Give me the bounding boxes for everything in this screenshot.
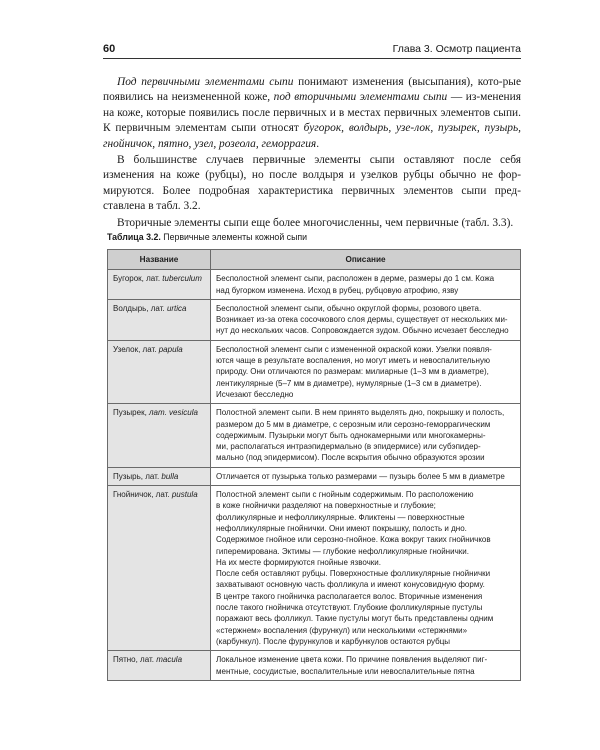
text-span: — из-менения на коже, которые появились после первичных и в местах первичных элементов сыпи. К первичным элементам сыпи относят	[103, 91, 521, 135]
page-number: 60	[103, 43, 116, 55]
element-description	[211, 651, 521, 681]
header-name: Название	[108, 250, 211, 270]
description-line: размером до 5 мм в диаметре, с серозным или серозно-геморрагическим	[216, 419, 491, 429]
description-line: поражают весь фолликул. Такие пустулы могут быть представлены одним	[216, 614, 494, 624]
element-name	[108, 486, 211, 651]
element-latin-name: tuberculum	[162, 274, 202, 284]
table-row	[108, 486, 521, 651]
description-line: ются чаще в результате воспаления, но могут иметь и невоспалительную	[216, 356, 490, 366]
description-line: Бесполостной элемент сыпи с измененной окраской кожи. Узелки появля-	[216, 344, 492, 354]
description-line: лентикулярные (5–7 мм в диаметре), нумулярные (1–3 см в диаметре).	[216, 378, 482, 388]
description-line: На их месте формируются гнойные язвочки.	[216, 557, 381, 567]
description-line: «стержнем» воспаления (фурункул) или несколькими «стержнями»	[216, 625, 468, 635]
element-description	[211, 404, 521, 467]
description-line: содержимым. Пузырьки могут быть однокамерными или многокамерны-	[216, 430, 486, 440]
element-latin-name: bulla	[161, 471, 179, 481]
description-line: фолликулярные и нефолликулярные. Фликтены — поверхностные	[216, 512, 465, 522]
description-line: Исчезают бесследно	[216, 389, 294, 399]
description-line: Локальное изменение цвета кожи. По причине появления выделяют пиг-	[216, 655, 488, 665]
description-line: В центре такого гнойничка располагается волос. Вторичные изменения	[216, 591, 483, 601]
table-row	[108, 467, 521, 485]
element-description	[211, 299, 521, 340]
table-caption-text: Первичные элементы кожной сыпи	[160, 232, 308, 242]
description-line: Полостной элемент сыпи с гнойным содержимым. По расположению	[216, 490, 474, 500]
description-line: После себя оставляют рубцы. Поверхностные фолликулярные гнойнички	[216, 569, 491, 579]
description-line: Возникает из-за отека сосочкового слоя дермы, существует от нескольких ми-	[216, 315, 508, 325]
description-line: Содержимое гнойное или серозно-гнойное. Кожа вокруг таких гнойничков	[216, 535, 491, 545]
text-span: .	[316, 137, 320, 150]
element-latin-name: papula	[158, 344, 183, 354]
description-line: в коже гнойнички разделяют на поверхностные и глубокие;	[216, 501, 436, 511]
element-name	[108, 467, 211, 485]
element-name-text: Пузырь, лат.	[113, 471, 160, 481]
description-line: природу. Они отличаются по размерам: милиарные (1–3 мм в диаметре),	[216, 367, 489, 377]
body-text	[103, 75, 521, 231]
element-name-text: Гнойничок, лат.	[113, 490, 170, 500]
primary-rash-table	[107, 249, 521, 681]
description-line: (карбункул). После фурункулов и карбункулов остаются рубцы	[216, 636, 451, 646]
description-line: ми, располагаться интраэпидермально (в эпидермисе) или субэпидер-	[216, 442, 481, 452]
table-row	[108, 299, 521, 340]
element-name-text: Пятно, лат.	[113, 655, 154, 665]
paragraph-2: В большинстве случаев первичные элементы сыпи оставляют после себя изменения на коже (рубцы), но после волдыря и узелков рубцы обычно не фор-мируются. Более подробная характеристика первичных элементов сыпи пред-ставлена в табл. 3.2.	[103, 154, 521, 213]
element-description	[211, 467, 521, 485]
text-span: понимают изменения (высыпания), кото-рые появились на неизмененной коже,	[103, 76, 521, 104]
description-line: захватывают основную часть фолликула и имеют конусовидную форму.	[216, 580, 485, 590]
element-name-text: Пузырек,	[113, 408, 147, 418]
description-line: Отличается от пузырька только размерами — пузырь более 5 мм в диаметре	[216, 471, 505, 481]
element-latin-name: macula	[156, 655, 183, 665]
element-name-text: Узелок, лат.	[113, 344, 157, 354]
table-row	[108, 651, 521, 681]
table-row	[108, 404, 521, 467]
table-caption-label: Таблица 3.2.	[107, 232, 161, 242]
table-header-row	[108, 250, 521, 270]
table-caption	[107, 232, 521, 242]
description-line: Бесполостной элемент сыпи, расположен в дерме, размеры до 1 см. Кожа	[216, 274, 495, 284]
element-name	[108, 404, 211, 467]
primary-elements-list: бугорок, волдырь, узе-лок, пузырек, пузырь, гнойничок, пятно, узел, розеола, геморрагия	[103, 122, 522, 150]
element-latin-name: urtica	[166, 303, 187, 313]
term-primary: Под первичными элементами сыпи	[117, 76, 294, 88]
chapter-title: Глава 3. Осмотр пациента	[392, 43, 521, 55]
element-name	[108, 270, 211, 300]
description-line: мально (под эпидермисом). После вскрытия обычно образуются эрозии	[216, 453, 485, 463]
element-name-text: Волдырь, лат.	[113, 303, 165, 313]
description-line: нефолликулярные гнойнички. Они имеют покрышку, полость и дно.	[216, 523, 467, 533]
element-description	[211, 270, 521, 300]
running-header	[103, 38, 521, 59]
term-secondary: под вторичными элементами сыпи	[273, 91, 448, 104]
description-line: над бугорком изменена. Исход в рубец, рубцовую атрофию, язву	[216, 285, 459, 295]
element-description	[211, 486, 521, 651]
paragraph-3: Вторичные элементы сыпи еще более многочисленны, чем первичные (табл. 3.3).	[117, 216, 514, 229]
element-name	[108, 299, 211, 340]
element-latin-name: pustula	[171, 490, 198, 500]
paragraph-1	[103, 75, 521, 152]
description-line: гиперемирована. Эктимы — глубокие нефолликулярные гнойнички.	[216, 546, 469, 556]
element-description	[211, 340, 521, 403]
description-line: после такого гнойничка отсутствуют. Глубокие фолликулярные пустулы	[216, 603, 483, 613]
element-latin-name: лат. vesicula	[149, 408, 198, 418]
table-row	[108, 340, 521, 403]
description-line: нут до нескольких часов. Сопровождается зудом. Обычно исчезает бесследно	[216, 326, 509, 336]
description-line: Бесполостной элемент сыпи, обычно округлой формы, розового цвета.	[216, 303, 482, 313]
description-line: Полостной элемент сыпи. В нем принято выделять дно, покрышку и полость,	[216, 408, 505, 418]
element-name-text: Бугорок, лат.	[113, 274, 161, 284]
description-line: ментные, сосудистые, воспалительные или невоспалительные пятна	[216, 666, 475, 676]
header-description: Описание	[211, 250, 521, 270]
element-name	[108, 651, 211, 681]
table-row	[108, 270, 521, 300]
element-name	[108, 340, 211, 403]
